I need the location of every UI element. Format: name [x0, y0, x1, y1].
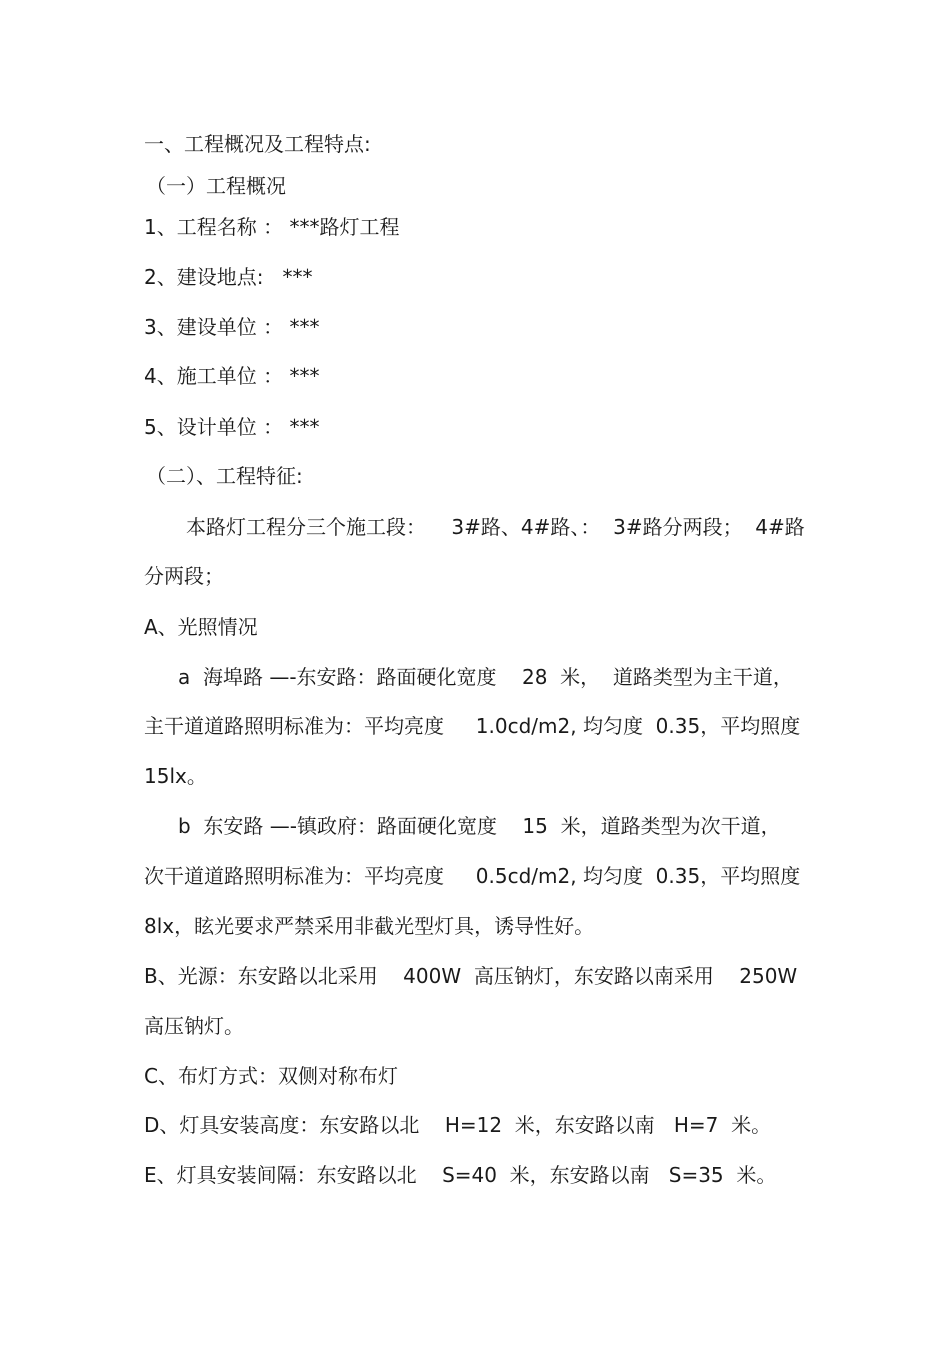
subsection-heading: （二）、工程特征: — [146, 464, 303, 488]
paragraph-line: D、灯具安装高度：东安路以北 H=12 米，东安路以南 H=7 米。 — [144, 1113, 772, 1137]
paragraph-line: 高压钠灯。 — [144, 1014, 244, 1038]
owner-unit-item: 3、建设单位 ： *** — [144, 315, 320, 339]
paragraph-line: 15lx。 — [144, 764, 207, 788]
paragraph-line: B、光源：东安路以北采用 400W 高压钠灯，东安路以南采用 250W — [144, 964, 798, 988]
paragraph-line: 主干道道路照明标准为：平均亮度 1.0cd/m2, 均匀度 0.35，平均照度 — [144, 714, 801, 738]
paragraph-line: 次干道道路照明标准为：平均亮度 0.5cd/m2, 均匀度 0.35，平均照度 — [144, 864, 801, 888]
paragraph-line: 本路灯工程分三个施工段： 3#路、4#路、： 3#路分两段； 4#路 — [186, 515, 805, 539]
paragraph-line: b 东安路 —-镇政府：路面硬化宽度 15 米，道路类型为次干道， — [178, 814, 781, 838]
project-name-item: 1、工程名称 ： ***路灯工程 — [144, 215, 400, 239]
paragraph-line: C、布灯方式：双侧对称布灯 — [144, 1064, 398, 1088]
section-a-heading: A、光照情况 — [144, 615, 258, 639]
site-location-item: 2、建设地点: *** — [144, 265, 313, 289]
section-heading: 一、工程概况及工程特点: — [144, 132, 371, 156]
contractor-unit-item: 4、施工单位 ： *** — [144, 364, 320, 388]
paragraph-line: E、灯具安装间隔：东安路以北 S=40 米，东安路以南 S=35 米。 — [144, 1163, 777, 1187]
paragraph-line: 8lx，眩光要求严禁采用非截光型灯具，诱导性好。 — [144, 914, 595, 938]
subsection-heading: （一）工程概况 — [146, 174, 286, 198]
design-unit-item: 5、设计单位 ： *** — [144, 415, 320, 439]
paragraph-line: a 海埠路 —-东安路：路面硬化宽度 28 米， 道路类型为主干道， — [178, 665, 793, 689]
paragraph-line: 分两段； — [144, 564, 224, 588]
